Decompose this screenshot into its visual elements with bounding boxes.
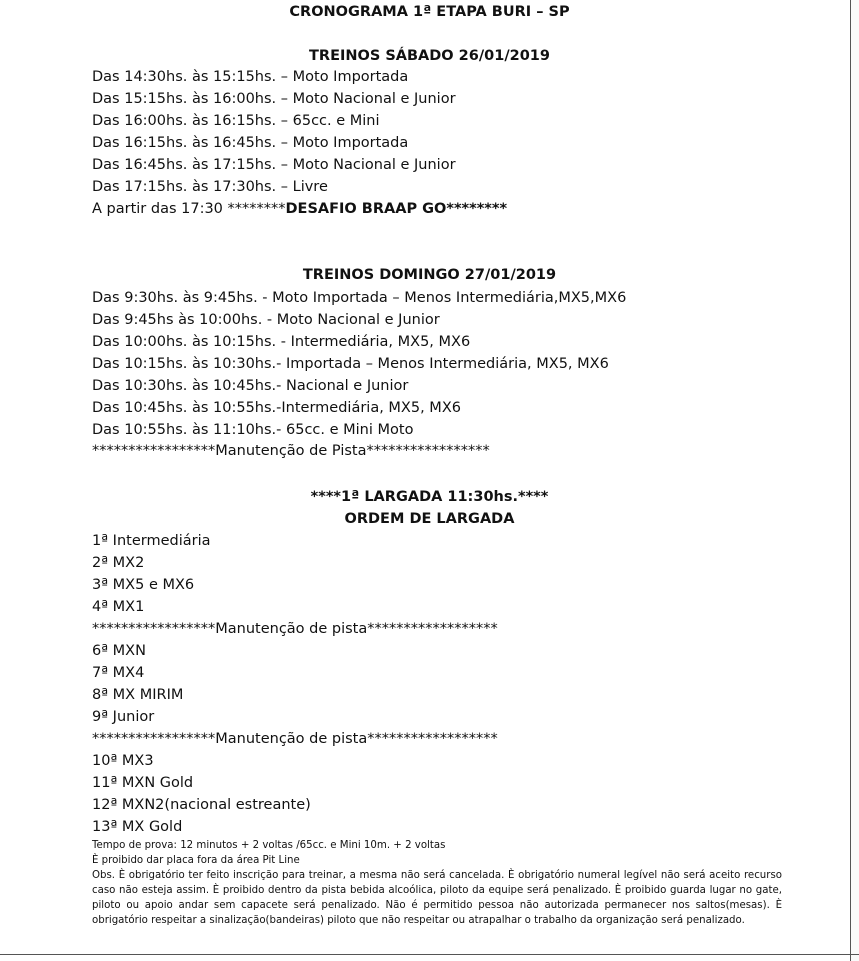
start-order-item: 9ª Junior	[92, 709, 155, 725]
schedule-line: Das 17:15hs. às 17:30hs. – Livre	[92, 179, 328, 195]
schedule-line: Das 16:45hs. às 17:15hs. – Moto Nacional e Junior	[92, 157, 456, 173]
start-order-item: 11ª MXN Gold	[92, 775, 194, 791]
page-edge	[850, 0, 859, 961]
start-order-item: 8ª MX MIRIM	[92, 687, 184, 703]
start-order-item: 13ª MX Gold	[92, 819, 183, 835]
saturday-schedule	[92, 66, 507, 220]
challenge-line	[92, 198, 507, 220]
sunday-heading: TREINOS DOMINGO 27/01/2019	[302, 267, 557, 283]
start-order-item: 6ª MXN	[92, 643, 146, 659]
saturday-heading: TREINOS SÁBADO 26/01/2019	[309, 48, 550, 64]
start-order-group-3	[92, 750, 311, 838]
schedule-line: Das 14:30hs. às 15:15hs. – Moto Importada	[92, 69, 409, 85]
start-order-group-2	[92, 640, 183, 728]
track-maintenance-line: *****************Manutenção de pista******************	[92, 731, 498, 747]
challenge-prefix: A partir das 17:30 ********	[92, 201, 286, 217]
sunday-schedule	[92, 287, 626, 441]
first-start-heading: ****1ª LARGADA 11:30hs.****	[310, 489, 549, 505]
challenge-title: DESAFIO BRAAP GO********	[285, 201, 508, 217]
start-order-item: 3ª MX5 e MX6	[92, 577, 195, 593]
schedule-line: Das 16:00hs. às 16:15hs. – 65cc. e Mini	[92, 113, 380, 129]
start-order-group-1	[92, 530, 211, 618]
race-time-note: Tempo de prova: 12 minutos + 2 voltas /65cc. e Mini 10m. + 2 voltas	[92, 840, 446, 851]
start-order-item: 12ª MXN2(nacional estreante)	[92, 797, 311, 813]
footnotes	[92, 838, 782, 928]
schedule-line: Das 10:15hs. às 10:30hs.- Importada – Menos Intermediária, MX5, MX6	[92, 356, 609, 372]
schedule-line: Das 10:45hs. às 10:55hs.-Intermediária, MX5, MX6	[92, 400, 461, 416]
page-bottom-edge	[0, 954, 859, 961]
start-order-item: 4ª MX1	[92, 599, 145, 615]
schedule-line: Das 10:55hs. às 11:10hs.- 65cc. e Mini Moto	[92, 422, 414, 438]
schedule-line: Das 9:30hs. às 9:45hs. - Moto Importada – Menos Intermediária,MX5,MX6	[92, 290, 627, 306]
start-order-item: 7ª MX4	[92, 665, 145, 681]
schedule-line: Das 9:45hs às 10:00hs. - Moto Nacional e Junior	[92, 312, 440, 328]
schedule-line: Das 10:00hs. às 10:15hs. - Intermediária, MX5, MX6	[92, 334, 471, 350]
start-order-item: 1ª Intermediária	[92, 533, 211, 549]
schedule-line: Das 10:30hs. às 10:45hs.- Nacional e Junior	[92, 378, 409, 394]
track-maintenance-line: *****************Manutenção de Pista*****************	[92, 443, 490, 459]
pit-line-note: È proibido dar placa fora da área Pit Line	[92, 855, 300, 866]
document-title: CRONOGRAMA 1ª ETAPA BURI – SP	[289, 4, 570, 20]
start-order-item: 2ª MX2	[92, 555, 145, 571]
start-order-item: 10ª MX3	[92, 753, 154, 769]
start-order-heading: ORDEM DE LARGADA	[344, 511, 515, 527]
track-maintenance-line: *****************Manutenção de pista******************	[92, 621, 498, 637]
schedule-line: Das 16:15hs. às 16:45hs. – Moto Importada	[92, 135, 409, 151]
schedule-line: Das 15:15hs. às 16:00hs. – Moto Nacional e Junior	[92, 91, 456, 107]
observations-note: Obs. È obrigatório ter feito inscrição para treinar, a mesma não será cancelada. È obrigatório numeral legível não será aceito recurso caso não esteja assim. È proibido dentro da pista bebida alcoólica, piloto da equipe será penalizado. È proibido guarda lugar no gate, piloto ou apoio andar sem capacete será penalizado. Não é permitido pessoa não autorizada permanecer nos saltos(mesas). È obrigatório respeitar a sinalização(bandeiras) piloto que não respeitar ou atrapalhar o trabalho da organização será penalizado.	[92, 870, 782, 926]
